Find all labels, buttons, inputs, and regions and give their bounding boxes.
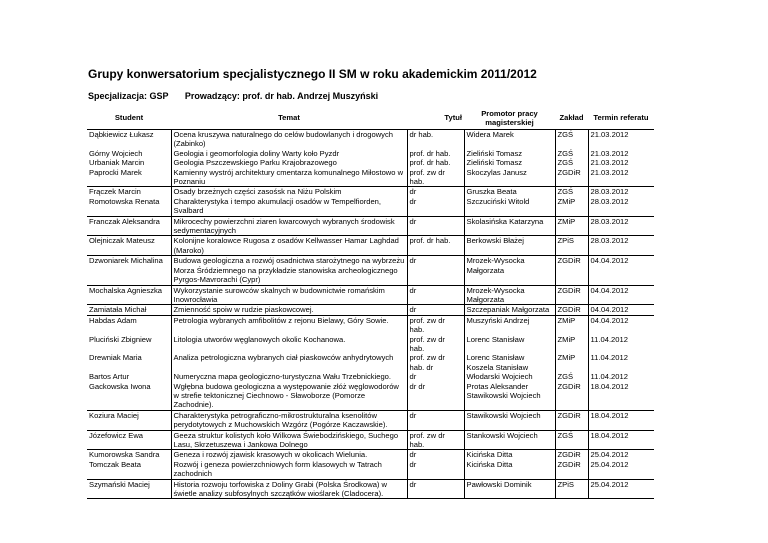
header-termin: Termin referatu [593, 113, 649, 123]
cell-zaklad: ZGŚ [555, 149, 588, 158]
cell-promotor: Protas Aleksander Stawikowski Wojciech [464, 382, 555, 411]
table-row [87, 149, 654, 158]
header-temat: Temat [278, 113, 300, 123]
cell-promotor: Berkowski Błażej [464, 236, 555, 256]
cell-termin: 21.03.2012 [588, 130, 654, 149]
cell-termin: 25.04.2012 [588, 479, 654, 499]
header-student: Student [114, 113, 144, 123]
cell-promotor: Zieliński Tomasz [464, 158, 555, 167]
cell-termin: 18.04.2012 [588, 382, 654, 411]
cell-student: Frączek Marcin [87, 187, 171, 197]
cell-termin: 21.03.2012 [588, 149, 654, 158]
cell-termin: 04.04.2012 [588, 285, 654, 305]
table-row [87, 285, 654, 305]
cell-zaklad: ZPiS [555, 236, 588, 256]
cell-zaklad: ZGDiR [555, 305, 588, 315]
cell-student: Urbaniak Marcin [89, 158, 145, 168]
cell-termin: 11.04.2012 [588, 353, 654, 372]
cell-promotor: Stawikowski Wojciech [464, 410, 555, 430]
header-zaklad: Zakład [559, 113, 584, 123]
cell-promotor: Szczuciński Witold [464, 197, 555, 216]
table-row [87, 236, 654, 256]
table-row [87, 335, 654, 354]
cell-termin: 25.04.2012 [588, 460, 654, 479]
cell-temat: Kamienny wystrój architektury cmentarza komunalnego Miłostowo w Poznaniu [171, 168, 407, 187]
cell-zaklad: ZMiP [555, 216, 588, 236]
cell-tytul: prof. zw dr hab. dr [407, 353, 464, 372]
table-row [87, 197, 654, 216]
cell-tytul: dr [407, 216, 464, 236]
table-row [87, 410, 654, 430]
cell-tytul: dr [407, 460, 464, 479]
header-tytul: Tytuł [444, 113, 462, 123]
table-row [87, 158, 654, 167]
cell-zaklad: ZGŚ [555, 158, 588, 167]
cell-student: Paprocki Marek [89, 167, 142, 177]
cell-tytul: dr [407, 256, 464, 285]
cell-promotor: Stankowski Wojciech [464, 430, 555, 450]
cell-termin: 25.04.2012 [588, 450, 654, 460]
cell-termin: 11.04.2012 [588, 372, 654, 381]
table-row [87, 450, 654, 460]
specialization-label: Specjalizacja: GSP [88, 91, 169, 101]
cell-zaklad: ZGDiR [555, 168, 588, 187]
cell-tytul: dr [407, 187, 464, 197]
cell-termin: 28.03.2012 [588, 236, 654, 256]
cell-student: Olejniczak Mateusz [87, 236, 171, 256]
cell-temat: Charakterystyka i tempo akumulacji osadów w Tempelfiorden, Svalbard [171, 197, 407, 216]
cell-termin: 04.04.2012 [588, 256, 654, 285]
cell-promotor: Pawłowski Dominik [464, 479, 555, 499]
header-row [87, 107, 654, 130]
cell-termin: 18.04.2012 [588, 410, 654, 430]
cell-student: Józefowicz Ewa [87, 430, 171, 450]
cell-promotor: Gruszka Beata [464, 187, 555, 197]
cell-zaklad: ZMiP [555, 335, 588, 354]
cell-zaklad: ZGŚ [555, 430, 588, 450]
cell-tytul: prof. zw dr hab. [407, 335, 464, 354]
table-row [87, 216, 654, 236]
cell-zaklad: ZGDiR [555, 450, 588, 460]
cell-temat: Charakterystyka petrograficzno-mikrostrukturalna ksenolitów perydotytowych z Muchowskich Wzgórz (Pogórze Kaczawskie). [171, 410, 407, 430]
cell-tytul: prof. dr hab. [407, 149, 464, 158]
cell-tytul: prof. zw dr hab. [407, 430, 464, 450]
cell-student: Koziura Maciej [87, 410, 171, 430]
header-promotor: Promotor pracy magisterskiej [481, 108, 538, 127]
cell-termin: 28.03.2012 [588, 216, 654, 236]
cell-termin: 18.04.2012 [588, 430, 654, 450]
cell-student: Franczak Aleksandra [87, 216, 171, 236]
cell-zaklad: ZGŚ [555, 372, 588, 381]
cell-tytul: dr [407, 285, 464, 305]
cell-temat: Geologia Pszczewskiego Parku Krajobrazowego [171, 158, 407, 167]
table-row [87, 168, 654, 187]
cell-promotor: Kicińska Ditta [464, 450, 555, 460]
cell-temat: Geeza struktur kolistych koło Wilkowa Świebodzińskiego, Suchego Lasu, Skrzetuszewa i Jankowa Dolnego [171, 430, 407, 450]
cell-student: Tomczak Beata [89, 459, 141, 469]
cell-temat: Budowa geologiczna a rozwój osadnictwa starożytnego na wybrzeżu Morza Śródziemnego na przykładzie stanowiska archeologicznego Pyrgos-Mavrorachi (Cypr) [171, 256, 407, 285]
cell-tytul: prof. dr hab. [407, 236, 464, 256]
cell-student: Szymański Maciej [87, 479, 171, 499]
table-row [87, 382, 654, 411]
cell-student: Mochalska Agnieszka [87, 285, 171, 305]
cell-tytul: dr [407, 450, 464, 460]
cell-temat: Petrologia wybranych amfibolitów z rejonu Bielawy, Góry Sowie. [171, 315, 407, 334]
cell-promotor: Lorenc Stanisław Koszela Stanisław [464, 353, 555, 372]
cell-temat: Ocena kruszywa naturalnego do celów budowlanych i drogowych (Zabinko) [171, 130, 407, 149]
cell-tytul: dr dr [407, 382, 464, 411]
table-row [87, 187, 654, 197]
cell-promotor: Muszyński Andrzej [464, 315, 555, 334]
table-body [87, 130, 654, 499]
cell-student: Dzwoniarek Michalina [87, 256, 171, 285]
document-title: Grupy konwersatorium specjalistycznego II SM w roku akademickim 2011/2012 [88, 67, 537, 81]
cell-zaklad: ZMiP [555, 315, 588, 334]
cell-promotor: Zieliński Tomasz [464, 149, 555, 158]
cell-student: Kumorowska Sandra [87, 450, 171, 460]
cell-student: Drewniak Maria [89, 353, 142, 363]
cell-promotor: Kicińska Ditta [464, 460, 555, 479]
cell-temat: Geneza i rozwój zjawisk krasowych w okolicach Wielunia. [171, 450, 407, 460]
groups-table [87, 107, 654, 499]
table-row [87, 130, 654, 149]
cell-promotor: Skolasińska Katarzyna [464, 216, 555, 236]
cell-student: Górny Wojciech [89, 148, 143, 158]
cell-student: Bartos Artur [89, 372, 130, 382]
cell-termin: 11.04.2012 [588, 335, 654, 354]
cell-zaklad: ZGŚ [555, 130, 588, 149]
cell-temat: Mikrocechy powierzchni ziaren kwarcowych wybranych środowisk sedymentacyjnych [171, 216, 407, 236]
cell-temat: Wykorzystanie surowców skalnych w budownictwie romańskim Inowrocławia [171, 285, 407, 305]
cell-termin: 04.04.2012 [588, 315, 654, 334]
table-row [87, 479, 654, 499]
cell-tytul: prof. zw dr hab. [407, 315, 464, 334]
cell-student: Gackowska Iwona [89, 381, 151, 391]
table-row [87, 353, 654, 372]
subtitle-line [88, 91, 378, 101]
cell-zaklad: ZPiS [555, 479, 588, 499]
table-row [87, 430, 654, 450]
cell-promotor: Widera Marek [464, 130, 555, 149]
table-row [87, 305, 654, 315]
cell-zaklad: ZGDiR [555, 460, 588, 479]
cell-tytul: dr [407, 479, 464, 499]
cell-promotor: Skoczylas Janusz [464, 168, 555, 187]
cell-student: Zamiatała Michał [87, 305, 171, 315]
cell-termin: 04.04.2012 [588, 305, 654, 315]
cell-termin: 21.03.2012 [588, 158, 654, 167]
cell-promotor: Mrozek-Wysocka Małgorzata [464, 256, 555, 285]
supervisor-label: Prowadzący: prof. dr hab. Andrzej Muszyński [184, 91, 379, 101]
cell-termin: 28.03.2012 [588, 187, 654, 197]
cell-temat: Analiza petrologiczna wybranych ciał piaskowców anhydrytowych [171, 353, 407, 372]
cell-temat: Litologia utworów węglanowych okolic Kochanowa. [171, 335, 407, 354]
cell-tytul: dr [407, 372, 464, 381]
cell-promotor: Szczepaniak Małgorzata [464, 305, 555, 315]
cell-termin: 21.03.2012 [588, 168, 654, 187]
cell-zaklad: ZMiP [555, 353, 588, 372]
cell-temat: Historia rozwoju torfowiska z Doliny Grabi (Polska Środkowa) w świetle analizy subfosylnych szczątków wioślarek (Cladocera). [171, 479, 407, 499]
cell-zaklad: ZGŚ [555, 187, 588, 197]
cell-temat: Wgłębna budowa geologiczna a występowanie złóż węglowodorów w strefie tektonicznej Ciechnowo - Sławoborze (Pomorze Zachodnie). [171, 382, 407, 411]
cell-student: Romotowska Renata [89, 196, 160, 206]
cell-temat: Kolonijne koralowce Rugosa z osadów Kellwasser Hamar Laghdad (Maroko) [171, 236, 407, 256]
cell-temat: Zmienność spoiw w rudzie piaskowcowej. [171, 305, 407, 315]
cell-zaklad: ZGDiR [555, 285, 588, 305]
cell-zaklad: ZMiP [555, 197, 588, 216]
cell-tytul: prof. dr hab. [407, 158, 464, 167]
cell-student: Habdas Adam [87, 315, 171, 334]
cell-temat: Numeryczna mapa geologiczno-turystyczna Wału Trzebnickiego. [171, 372, 407, 381]
cell-tytul: dr [407, 410, 464, 430]
cell-zaklad: ZGDiR [555, 410, 588, 430]
cell-temat: Geologia i geomorfologia doliny Warty koło Pyzdr [171, 149, 407, 158]
cell-promotor: Mrozek-Wysocka Małgorzata [464, 285, 555, 305]
cell-promotor: Włodarski Wojciech [464, 372, 555, 381]
cell-zaklad: ZGDiR [555, 256, 588, 285]
table-row [87, 256, 654, 285]
cell-tytul: dr [407, 197, 464, 216]
cell-promotor: Lorenc Stanisław [464, 335, 555, 354]
cell-tytul: dr [407, 305, 464, 315]
table-row [87, 372, 654, 381]
cell-termin: 28.03.2012 [588, 197, 654, 216]
table-row [87, 460, 654, 479]
cell-tytul: dr hab. [407, 130, 464, 149]
table-row [87, 315, 654, 334]
cell-tytul: prof. zw dr hab. [407, 168, 464, 187]
cell-temat: Osady brzeżnych części zasośsk na Niżu Polskim [171, 187, 407, 197]
cell-temat: Rozwój i geneza powierzchniowych form klasowych w Tatrach zachodnich [171, 460, 407, 479]
cell-student: Pluciński Zbigniew [89, 334, 152, 344]
cell-zaklad: ZGDiR [555, 382, 588, 411]
cell-student: Dąbkiewicz Łukasz [87, 130, 171, 149]
